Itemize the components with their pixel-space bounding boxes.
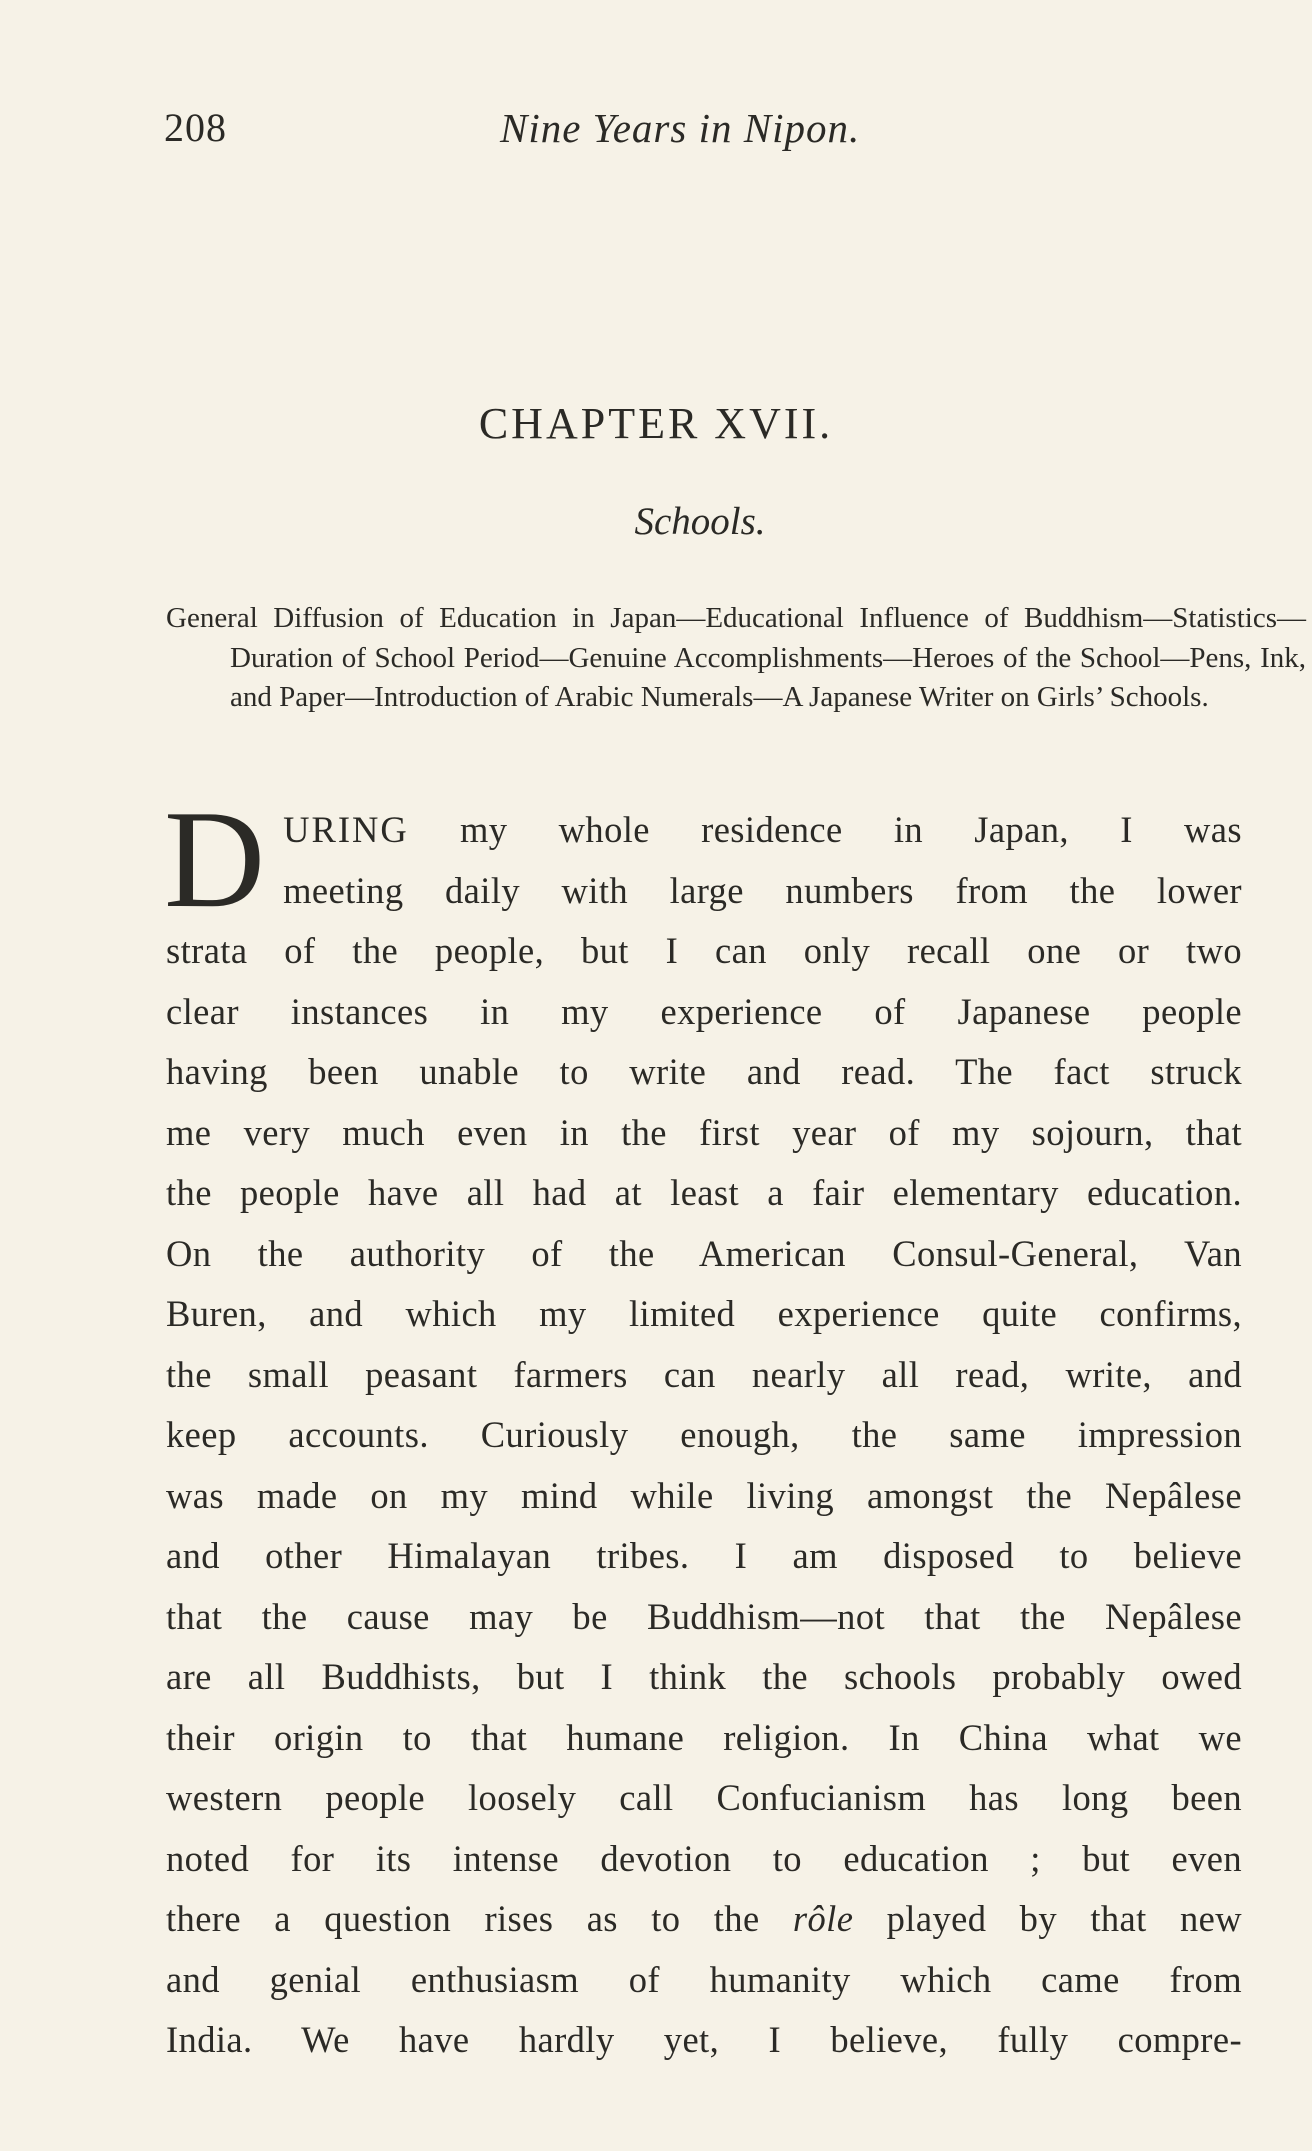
text-line: and genial enthusiasm of humanity which came from <box>166 1958 1242 2000</box>
text-line: keep accounts. Curiously enough, the same impression <box>166 1414 1242 1455</box>
text-line: and other Himalayan tribes. I am disposed to believe <box>166 1535 1242 1576</box>
text-line: western people loosely call Confucianism has long been <box>166 1777 1242 1818</box>
drop-cap: D <box>164 782 266 937</box>
text-line: was made on my mind while living amongst the Nepâlese <box>166 1474 1242 1516</box>
text-line: the small peasant farmers can nearly all read, write, and <box>166 1353 1242 1395</box>
text-line: strata of the people, but I can only recall one or two <box>166 930 1242 971</box>
text-line: there a question rises as to the rôle played by that new <box>166 1898 1243 1939</box>
page-number: 208 <box>164 105 227 150</box>
text-line: clear instances in my experience of Japanese people <box>166 990 1242 1032</box>
running-header <box>164 104 1244 164</box>
text-line: On the authority of the American Consul-General, Van <box>166 1232 1242 1274</box>
text-line: Buren, and which my limited experience quite confirms, <box>166 1293 1242 1334</box>
text-line: India. We have hardly yet, I believe, fully compre- <box>166 2019 1242 2060</box>
text-line: are all Buddhists, but I think the schools probably owed <box>166 1656 1242 1697</box>
text-line: meeting daily with large numbers from the lower <box>283 869 1242 911</box>
text-line: me very much even in the first year of my sojourn, that <box>166 1111 1242 1153</box>
text-line: the people have all had at least a fair elementary education. <box>166 1172 1242 1213</box>
first-word: URING <box>283 809 409 850</box>
chapter-summary: General Diffusion of Education in Japan—Educational Influence of Buddhism—Statistics—Duration of School Period—Genuine Accomplishments—Heroes of the School—Pens, Ink, and Paper—Introduction of Arabic Numerals—A Japanese Writer on Girls’ Schools. <box>166 602 1306 713</box>
chapter-subtitle: Schools. <box>634 500 766 543</box>
text-line: that the cause may be Buddhism—not that the Nepâlese <box>166 1595 1242 1637</box>
text-line: URING my whole residence in Japan, I was <box>283 809 1242 850</box>
text-line: noted for its intense devotion to education ; but even <box>166 1837 1242 1879</box>
italic-word: rôle <box>792 1898 854 1939</box>
text-line: having been unable to write and read. The fact struck <box>166 1051 1242 1092</box>
chapter-title: CHAPTER XVII. <box>478 399 834 448</box>
paragraph <box>164 782 1243 2071</box>
text-line: their origin to that humane religion. In China what we <box>166 1716 1242 1758</box>
body-text <box>164 782 1243 2071</box>
running-title: Nine Years in Nipon. <box>500 105 861 151</box>
